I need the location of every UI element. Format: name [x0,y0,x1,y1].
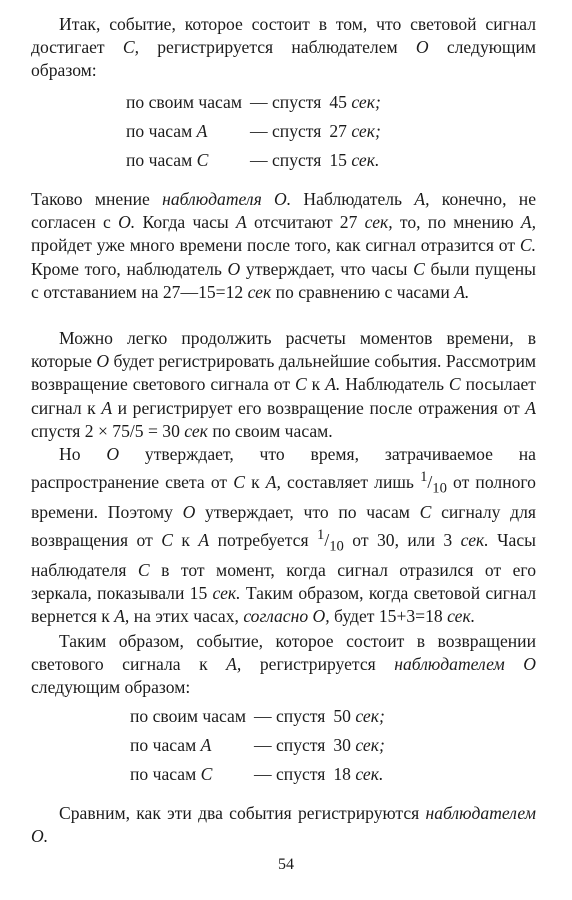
table-row [130,760,393,789]
paragraph-6: Сравним, как эти два события регистрируются наблюдателем О. [31,803,536,847]
row-dash: — спустя [253,764,326,784]
paragraph-1: Итак, событие, которое состоит в том, что световой сигнал достигает С, регистрируется наблюдателем О следующим образом: [31,14,536,81]
paragraph-3: Можно легко продолжить расчеты моментов времени, в которые О будет регистрировать дальнейшие события. Рассмотрим возвращение светового сигнала от С к А. Наблюдатель С посылает сигнал к А и регистрирует его возвращение после отражения от А спустя 2 × 75/5 = 30 сек по своим часам. [31,328,536,441]
row-value: 45 сек; [329,92,381,112]
row-value: 18 сек. [333,764,384,784]
row-value: 50 сек; [333,706,385,726]
row-value: 15 сек. [329,150,380,170]
table-row [126,88,389,117]
row-dash: — спустя [249,150,322,170]
paragraph-4: Но О утверждает, что время, затрачиваемое на распространение света от С к А, составляет лишь $^1/_{10}$ от полного времени. Поэтому О утверждает, что по часам С сигналу для возвращения от С к А потребуется $^1/_{10}$ от 30, или 3 сек. Часы наблюдателя С в тот момент, когда сигнал отразился от его зеркала, показывали 15 сек. Таким образом, когда световой сигнал вернется к А, на этих часах, согласно О, будет 15+3=18 сек. [31,444,537,626]
row-label: по часам А [126,121,208,141]
row-dash: — спустя [253,706,326,726]
table-row [130,702,393,731]
registration-table-2 [130,702,393,789]
table-row [130,731,393,760]
row-label: по часам С [130,764,213,784]
row-label: по часам А [130,735,212,755]
row-value: 30 сек; [333,735,385,755]
table-row [126,146,389,175]
row-label: по своим часам [130,706,246,726]
row-value: 27 сек; [329,121,381,141]
row-dash: — спустя [253,735,326,755]
paragraph-5: Таким образом, событие, которое состоит в возвращении светового сигнала к А, регистрируется наблюдателем О следующим образом: [31,631,536,698]
paragraph-2: Таково мнение наблюдателя О. Наблюдатель А, конечно, не согласен с О. Когда часы А отсчитают 27 сек, то, по мнению А, пройдет уже много времени после того, как сигнал отразится от С. Кроме того, наблюдатель О утверждает, что часы С были пущены с отставанием на 27—15=12 сек по сравнению с часами А. [31,189,537,302]
table-row [126,117,389,146]
page-number: 54 [278,856,294,873]
row-label: по часам С [126,150,209,170]
row-dash: — спустя [249,92,322,112]
registration-table-1 [126,88,389,175]
row-label: по своим часам [126,92,242,112]
row-dash: — спустя [249,121,322,141]
